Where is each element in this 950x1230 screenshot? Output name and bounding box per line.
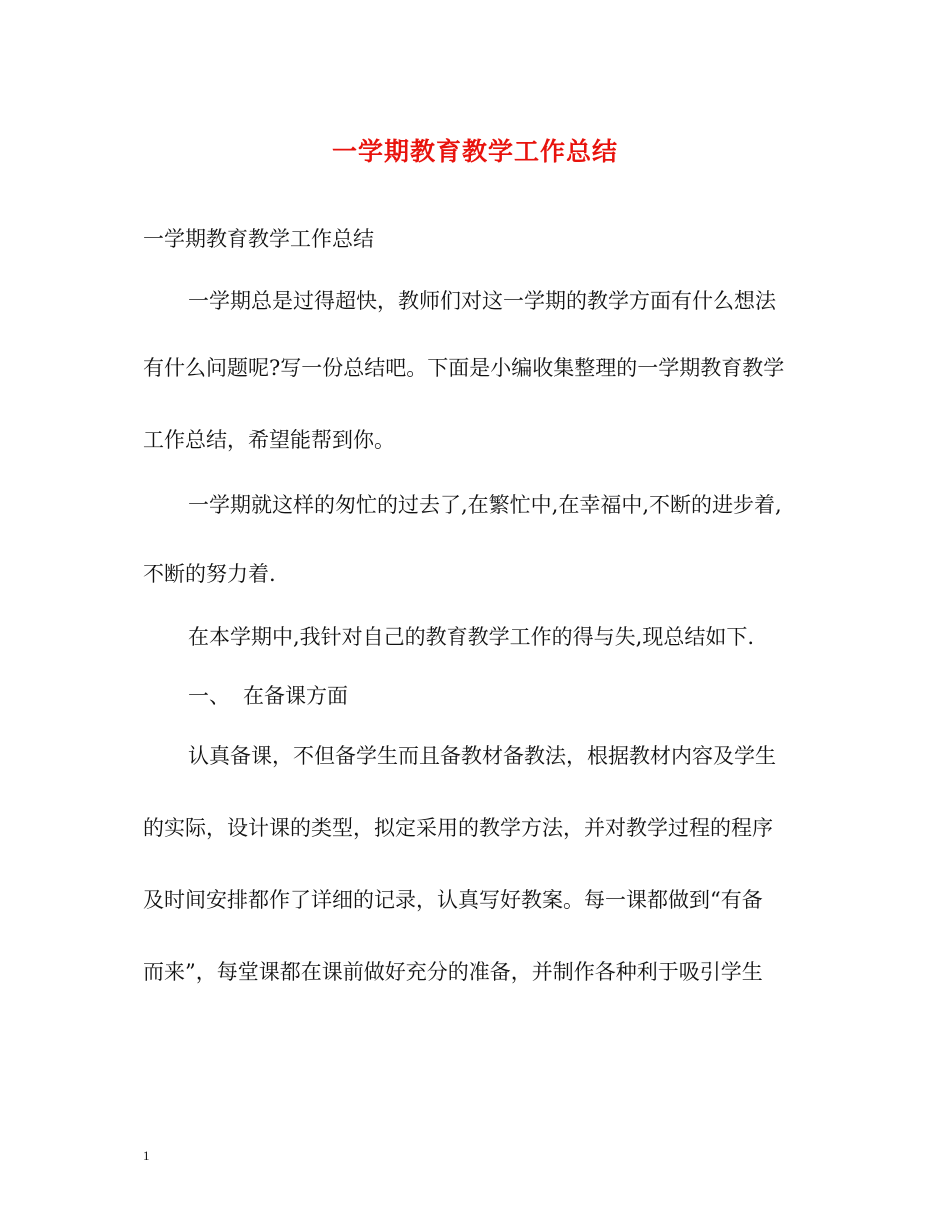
paragraph-line: 有什么问题呢?写一份总结吧。下面是小编收集整理的一学期教育教学 xyxy=(143,356,785,380)
section-heading-number: 一、 xyxy=(188,684,230,708)
paragraph-line: 一学期就这样的匆忙的过去了,在繁忙中,在幸福中,不断的进步着, xyxy=(188,493,782,517)
paragraph-line: 工作总结，希望能帮到你。 xyxy=(143,428,395,452)
paragraph-line: 的实际，设计课的类型，拟定采用的教学方法，并对教学过程的程序 xyxy=(143,816,773,840)
paragraph-line: 不断的努力着. xyxy=(143,562,276,586)
paragraph-line: 及时间安排都作了详细的记录，认真写好教案。每一课都做到“有备 xyxy=(143,888,763,912)
section-heading-text: 在备课方面 xyxy=(243,684,348,708)
document-title: 一学期教育教学工作总结 xyxy=(331,137,618,166)
paragraph-line: 在本学期中,我针对自己的教育教学工作的得与失,现总结如下. xyxy=(188,625,755,649)
page-number: 1 xyxy=(143,1148,150,1163)
paragraph-line: 认真备课，不但备学生而且备教材备教法，根据教材内容及学生 xyxy=(188,744,776,768)
paragraph-line: 一学期总是过得超快，教师们对这一学期的教学方面有什么想法 xyxy=(188,289,776,313)
paragraph-line: 而来”，每堂课都在课前做好充分的准备，并制作各种利于吸引学生 xyxy=(143,960,763,984)
document-subtitle: 一学期教育教学工作总结 xyxy=(143,227,374,251)
